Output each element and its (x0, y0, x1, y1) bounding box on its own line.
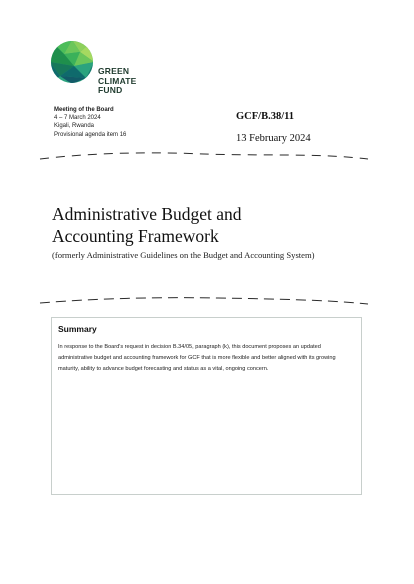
meeting-title: Meeting of the Board (54, 107, 114, 113)
summary-heading: Summary (58, 324, 97, 334)
document-subtitle: (formerly Administrative Guidelines on the Budget and Accounting System) (52, 250, 315, 260)
meeting-info (54, 106, 126, 139)
meeting-agenda-item: Provisional agenda item 16 (54, 131, 127, 138)
summary-box (51, 317, 362, 495)
logo-line-fund: FUND (98, 85, 123, 95)
logo-line-climate: CLIMATE (98, 75, 137, 86)
bottom-wave-divider (38, 295, 370, 307)
document-title-line-2: Accounting Framework (52, 226, 219, 246)
meeting-dates: 4 – 7 March 2024 (54, 115, 101, 122)
logo-line-green: GREEN (98, 66, 130, 76)
document-title-line-1: Administrative Budget and (52, 204, 242, 224)
document-reference: GCF/B.38/11 (236, 111, 295, 122)
green-climate-fund-globe-icon (50, 40, 94, 84)
top-wave-divider (38, 150, 370, 162)
document-date: 13 February 2024 (236, 133, 311, 144)
document-title (52, 203, 372, 247)
summary-text: In response to the Board's request in decision B.34/05, paragraph (k), this document proposes an updated administrative budget and accounting framework for GCF that is more flexible and better aligned with its growing maturity, ability to advance budget forecasting and status as a vital, ongoing concern. (58, 344, 336, 372)
meeting-location: Kigali, Rwanda (54, 123, 95, 130)
logo-wordmark (98, 67, 137, 96)
